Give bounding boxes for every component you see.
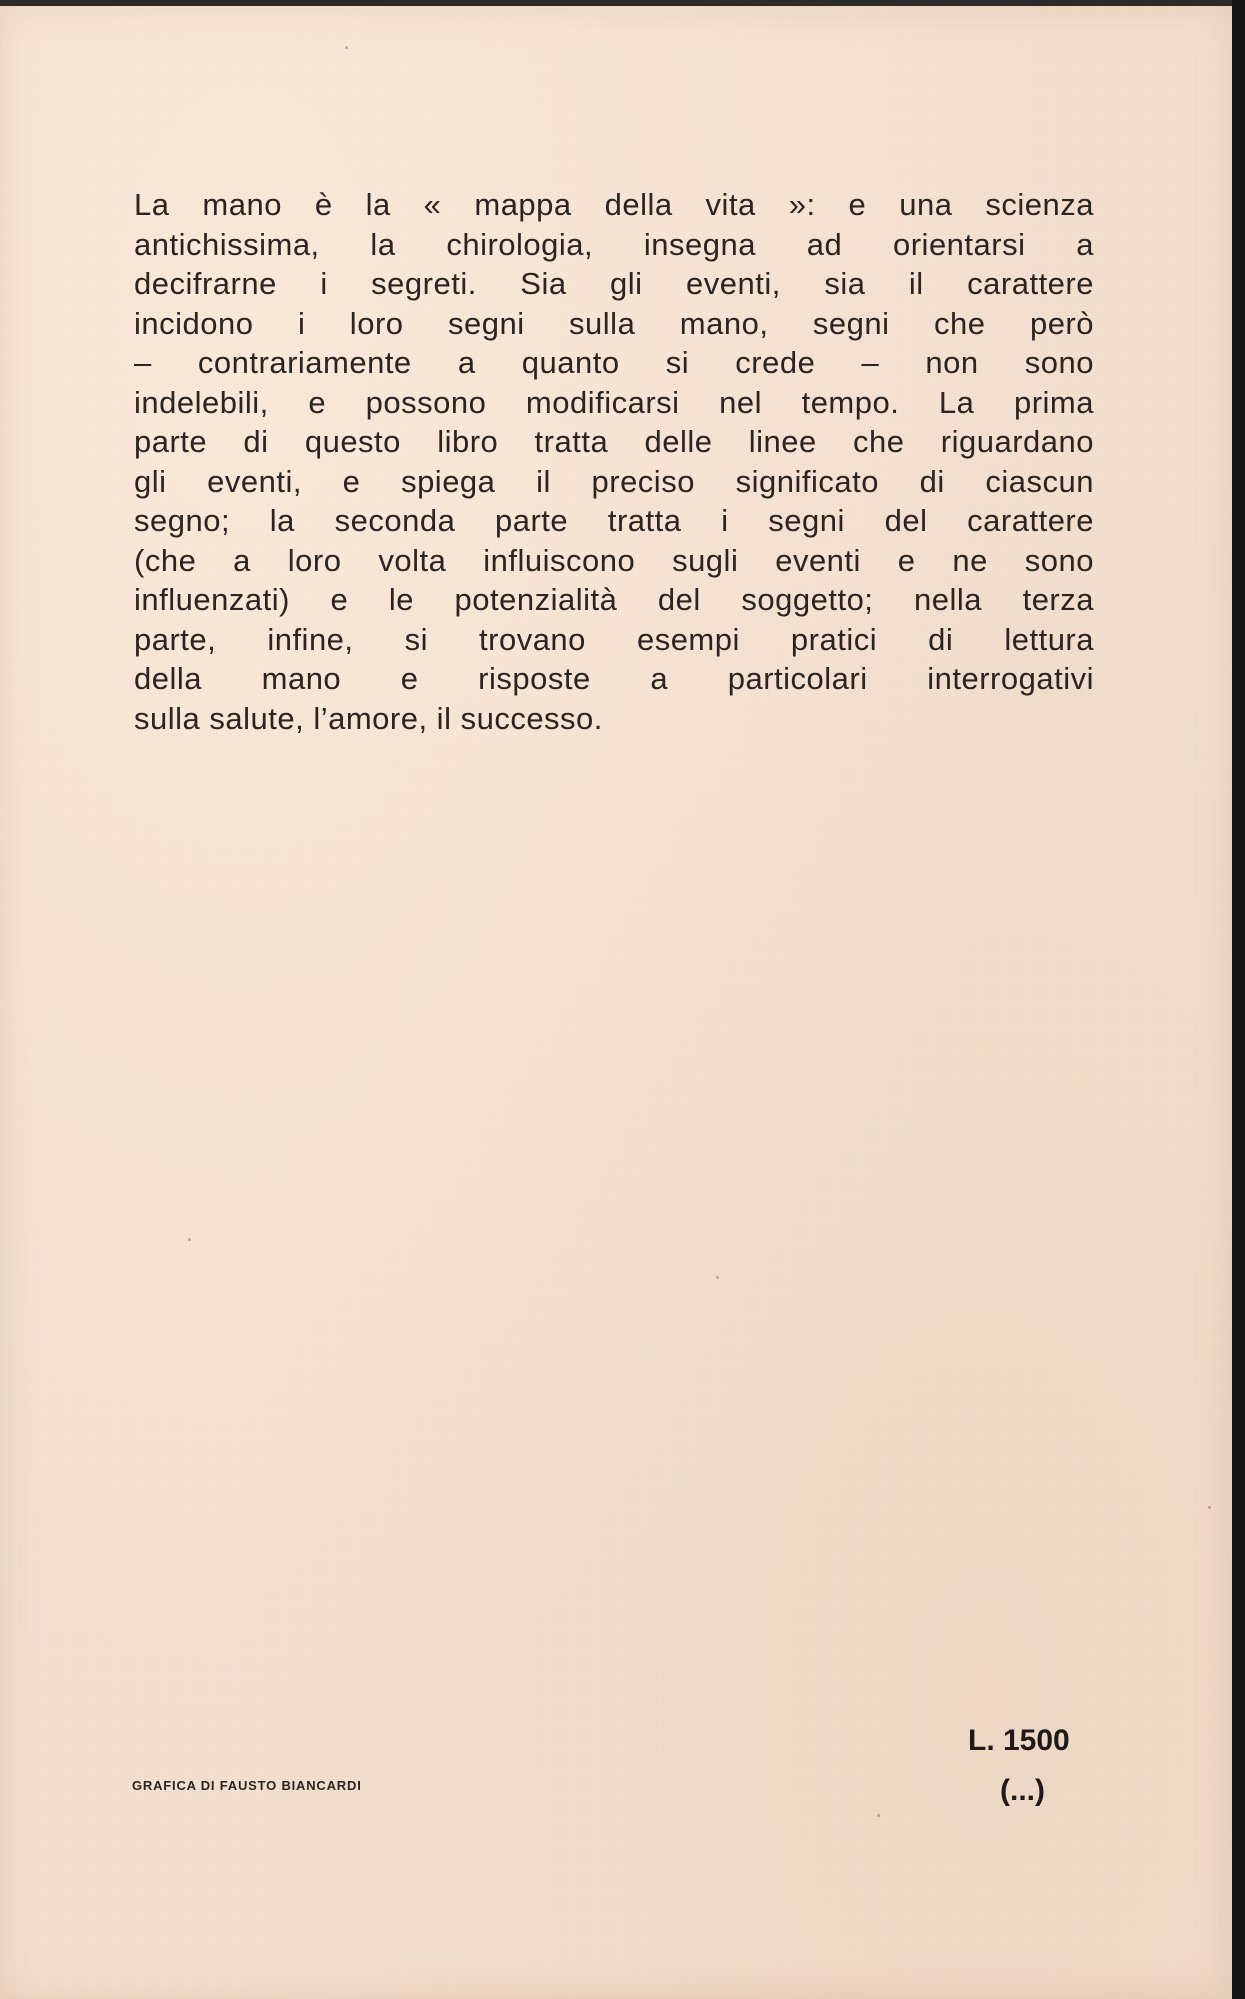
price-note: (...) (1000, 1774, 1045, 1807)
paper-speck (877, 1814, 880, 1817)
blurb-line: della mano e risposte a particolari interrogativi (134, 661, 1094, 696)
blurb-line: influenzati) e le potenzialità del soggetto; nella terza (134, 582, 1094, 617)
blurb-line: parte, infine, si trovano esempi pratici di lettura (134, 621, 1094, 657)
paper-speck (345, 46, 348, 49)
blurb-line: sulla salute, l’amore, il successo. (134, 700, 603, 736)
paper-speck (188, 1238, 191, 1241)
blurb-line: parte di questo libro tratta delle linee che riguardano (134, 424, 1094, 459)
blurb-line: antichissima, la chirologia, insegna ad orientarsi a (134, 226, 1094, 262)
paper-speck (716, 1276, 719, 1279)
blurb-line: indelebili, e possono modificarsi nel tempo. La prima (134, 384, 1094, 420)
book-spine-edge (1232, 0, 1245, 1999)
design-credit: GRAFICA DI FAUSTO BIANCARDI (132, 1778, 362, 1793)
price-label: L. 1500 (968, 1724, 1070, 1757)
blurb-line: La mano è la « mappa della vita »: e una scienza (134, 187, 1094, 222)
blurb-line: incidono i loro segni sulla mano, segni che però (134, 305, 1094, 341)
blurb-line: (che a loro volta influiscono sugli eventi e ne sono (134, 542, 1094, 578)
blurb-line: gli eventi, e spiega il preciso significato di ciascun (134, 463, 1094, 499)
cover-blurb (134, 185, 1094, 738)
blurb-line: segno; la seconda parte tratta i segni del carattere (134, 503, 1094, 538)
blurb-line: decifrarne i segreti. Sia gli eventi, sia il carattere (134, 266, 1094, 301)
blurb-line: – contrariamente a quanto si crede – non sono (134, 345, 1094, 380)
paper-speck (1208, 1506, 1211, 1509)
